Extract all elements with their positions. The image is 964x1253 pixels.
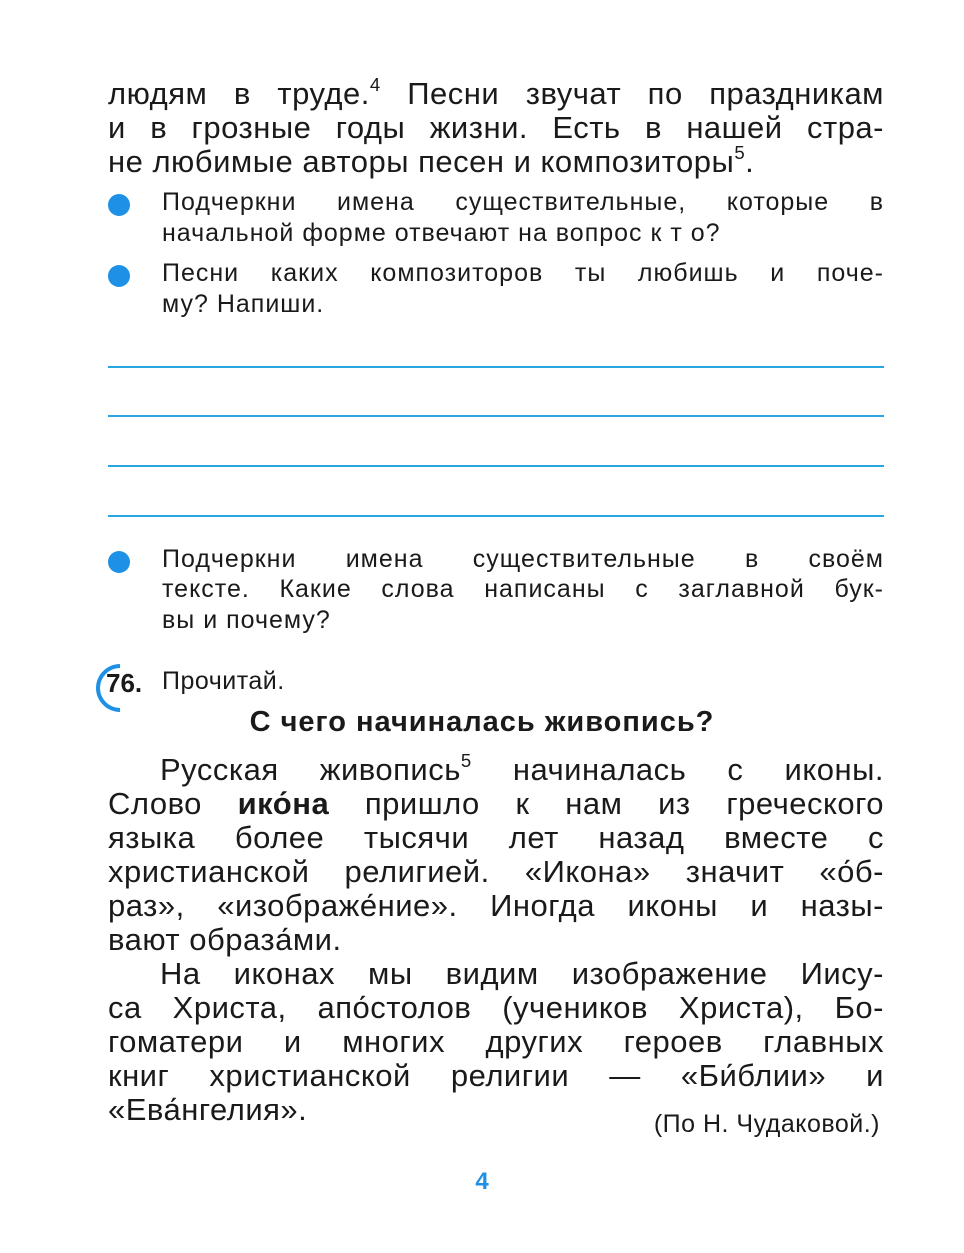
exercise-number-badge <box>96 660 156 708</box>
bullet-icon <box>108 551 130 573</box>
reading-line: языка более тысячи лет назад вместе с <box>108 820 884 855</box>
text-line: не любимые авторы песен и композиторы$^5$. <box>108 141 755 179</box>
reading-line: «Ева́нгелия». <box>108 1092 308 1127</box>
task-text-line: вы и почему? <box>162 606 331 634</box>
task-text-line: начальной форме отвечают на вопрос к т о? <box>162 219 721 247</box>
text-line: и в грозные годы жизни. Есть в нашей стра- <box>108 110 884 145</box>
reading-line: На иконах мы видим изображение Иису- <box>160 956 884 991</box>
bullet-icon <box>108 265 130 287</box>
bullet-icon <box>108 194 130 216</box>
author-credit: (По Н. Чудаковой.) <box>653 1110 880 1138</box>
reading-line: Русская живопись$^5$ начиналась с иконы. <box>160 749 884 787</box>
reading-line: Слово ико́на пришло к нам из греческого <box>108 786 884 821</box>
task-text-line: тексте. Какие слова написаны с заглавной бук- <box>162 575 884 603</box>
task-text-line: Песни каких композиторов ты любишь и поче- <box>162 259 884 287</box>
reading-line: са Христа, апо́столов (учеников Христа), Бо- <box>108 990 884 1025</box>
reading-line: книг христианской религии — «Би́блии» и <box>108 1058 884 1093</box>
writing-line[interactable] <box>108 515 884 517</box>
reading-title: С чего начиналась живопись? <box>249 706 715 738</box>
writing-line[interactable] <box>108 366 884 368</box>
text-line: людям в труде.$^4$ Песни звучат по праздникам <box>108 73 884 111</box>
task-text-line: Подчеркни имена существительные в своём <box>162 545 884 573</box>
reading-line: вают образа́ми. <box>108 922 342 957</box>
exercise-number: 76. <box>106 668 143 698</box>
reading-line: христианской религией. «Икона» значит «о́б- <box>108 854 884 889</box>
exercise-instruction: Прочитай. <box>162 667 285 695</box>
writing-line[interactable] <box>108 415 884 417</box>
reading-line: раз», «изображе́ние». Иногда иконы и назы- <box>108 888 884 923</box>
writing-line[interactable] <box>108 465 884 467</box>
task-text-line: Подчеркни имена существительные, которые в <box>162 188 884 216</box>
page-number: 4 <box>475 1168 489 1195</box>
task-text-line: му? Напиши. <box>162 290 325 318</box>
reading-line: гоматери и многих других героев главных <box>108 1024 884 1059</box>
